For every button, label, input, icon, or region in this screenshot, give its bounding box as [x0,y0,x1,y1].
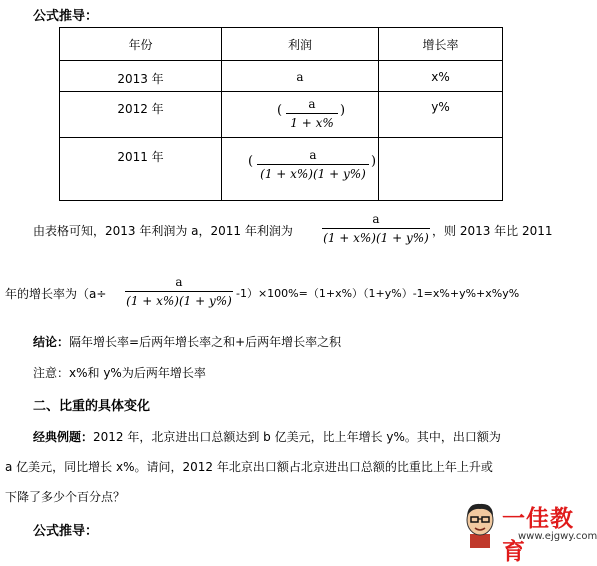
table-cell-growth: x% [379,61,503,92]
example-line-3: 下降了多少个百分点？ [5,490,126,504]
table-cell-profit: ( a 1 + x% ) [222,92,379,138]
brand-url: www.ejgwy.com [518,531,597,542]
paragraph-text: 年的增长率为（a÷ [5,287,107,301]
table-cell-year: 2011 年 [60,138,222,201]
table-header-growth: 增长率 [379,28,503,61]
example-line-1 [33,428,501,445]
table-row [60,61,503,92]
profit-growth-table [59,27,503,201]
conclusion-line [33,333,341,350]
table-cell-year: 2013 年 [60,61,222,92]
table-cell-growth [379,138,503,201]
table-cell-profit: a [222,61,379,92]
table-cell-profit: ( a (1 + x%)(1 + y%) ) [222,138,379,201]
fraction [322,212,430,245]
brand-name: 一佳教育 [502,506,574,565]
table-row [60,138,503,201]
section-heading: 二、比重的具体变化 [33,399,151,414]
example-text: 2012 年，北京进出口总额达到 b 亿美元，比上年增长 y%。其中，出口额为 [93,430,501,444]
fraction-denominator: (1 + x%)(1 + y%) [126,294,232,308]
heading-formula-derivation: 公式推导： [33,9,99,24]
note-line: 注意：x%和 y%为后两年增长率 [33,366,206,380]
paragraph-text: 由表格可知，2013 年利润为 a，2011 年利润为 [33,224,293,238]
table-header-year: 年份 [60,28,222,61]
table-header-profit: 利润 [222,28,379,61]
fraction-denominator: (1 + x%)(1 + y%) [260,167,366,181]
table-row [60,92,503,138]
cartoon-face-icon [460,500,500,548]
table-cell-growth: y% [379,92,503,138]
paragraph-text: -1）×100%=（1+x%）（1+y%）-1=x%+y%+x%y% [236,287,520,300]
heading-formula-derivation-2: 公式推导： [33,524,99,539]
conclusion-text: 隔年增长率=后两年增长率之和+后两年增长率之积 [69,335,342,349]
table-cell-year: 2012 年 [60,92,222,138]
conclusion-label: 结论： [33,335,70,349]
fraction-numerator: a [175,275,183,289]
fraction [125,275,233,308]
brand-logo [460,500,597,565]
fraction-denominator: 1 + x% [290,116,334,130]
fraction-numerator: a [372,212,380,226]
fraction-numerator: a [309,148,317,162]
example-label: 经典例题： [33,430,94,444]
fraction-numerator: a [308,97,316,111]
paragraph-text: ，则 2013 年比 2011 [432,224,553,238]
fraction-denominator: (1 + x%)(1 + y%) [323,231,429,245]
example-line-2: a 亿美元，同比增长 x%。请问，2012 年北京出口额占北京进出口总额的比重比上年上升或 [5,460,493,474]
